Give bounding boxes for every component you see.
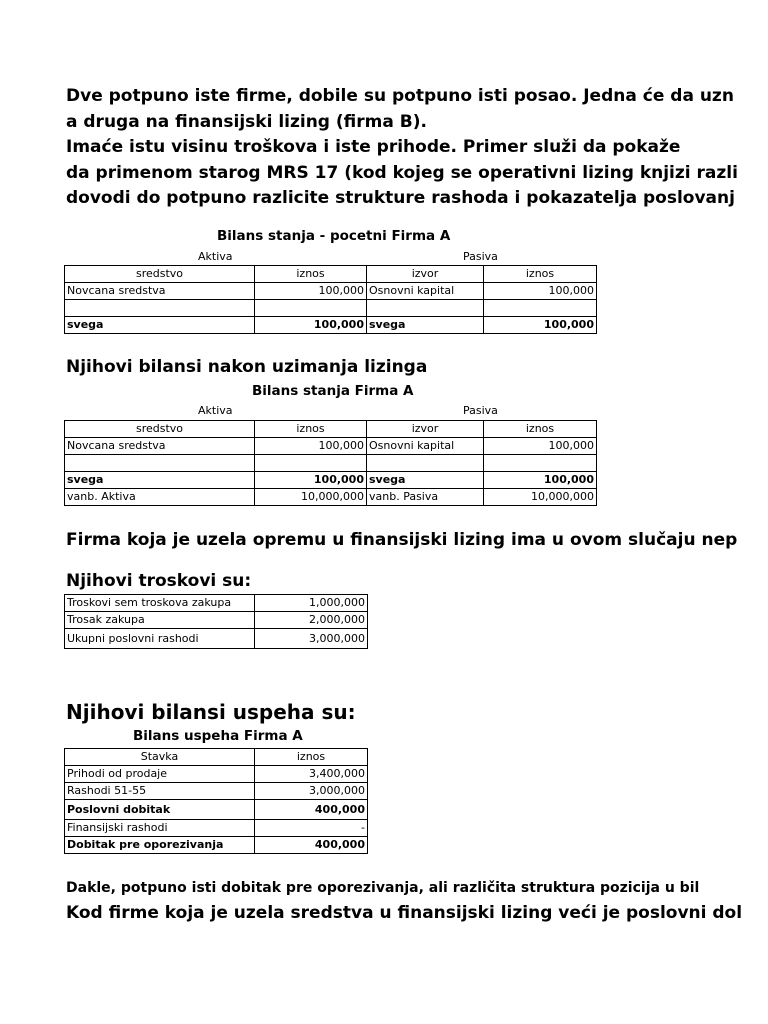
- table-cell: 100,000: [255, 317, 367, 334]
- column-header: iznos: [255, 266, 367, 283]
- table-cell: -: [255, 820, 368, 837]
- table-cell: Prihodi od prodaje: [65, 766, 255, 783]
- column-header: sredstvo: [65, 266, 255, 283]
- balance2-table: [64, 420, 597, 506]
- table-row: [65, 455, 597, 472]
- section-heading-leasing: Njihovi bilansi nakon uzimanja lizinga: [66, 357, 428, 377]
- table-header-row: [65, 749, 368, 766]
- table-cell: [367, 455, 484, 472]
- intro-line: dovodi do potpuno razlicite strukture rashoda i pokazatelja poslovanj: [66, 188, 735, 208]
- table-cell: 400,000: [255, 837, 368, 854]
- income-table: [64, 748, 368, 854]
- column-header: izvor: [367, 421, 484, 438]
- balance1-title: Bilans stanja - pocetni Firma A: [217, 228, 451, 244]
- table-cell: Dobitak pre oporezivanja: [65, 837, 255, 854]
- balance2-aktiva-label: Aktiva: [198, 404, 233, 417]
- column-header: sredstvo: [65, 421, 255, 438]
- table-cell: vanb. Aktiva: [65, 489, 255, 506]
- intro-paragraph: [66, 84, 738, 212]
- table-cell: 1,000,000: [255, 595, 368, 612]
- column-header: iznos: [484, 266, 597, 283]
- balance1-aktiva-label: Aktiva: [198, 250, 233, 263]
- table-cell: 3,000,000: [255, 629, 368, 649]
- table-cell: Novcana sredstva: [65, 438, 255, 455]
- table-cell: vanb. Pasiva: [367, 489, 484, 506]
- table-cell: 100,000: [484, 472, 597, 489]
- table-cell: 3,400,000: [255, 766, 368, 783]
- table-row: [65, 283, 597, 300]
- table-cell: [65, 300, 255, 317]
- table-cell: Ukupni poslovni rashodi: [65, 629, 255, 649]
- table-row: [65, 629, 368, 649]
- table-row-offbalance: [65, 489, 597, 506]
- table-cell: svega: [367, 317, 484, 334]
- leasing-statement: Firma koja je uzela opremu u finansijski lizing ima u ovom slučaju nep: [66, 530, 738, 550]
- table-cell: 10,000,000: [484, 489, 597, 506]
- table-row: [65, 438, 597, 455]
- table-cell: svega: [65, 472, 255, 489]
- table-cell: 3,000,000: [255, 783, 368, 800]
- balance2-pasiva-label: Pasiva: [463, 404, 498, 417]
- section-heading-income: Njihovi bilansi uspeha su:: [66, 700, 356, 724]
- intro-line: Imaće istu visinu troškova i iste prihode. Primer služi da pokaže: [66, 137, 681, 157]
- table-row: [65, 595, 368, 612]
- table-cell: Osnovni kapital: [367, 283, 484, 300]
- costs-table: [64, 594, 368, 649]
- table-cell: 400,000: [255, 800, 368, 820]
- table-cell: 100,000: [255, 438, 367, 455]
- table-cell: 100,000: [484, 438, 597, 455]
- table-cell: [484, 300, 597, 317]
- column-header: izvor: [367, 266, 484, 283]
- table-cell: [484, 455, 597, 472]
- table-row: [65, 612, 368, 629]
- table-cell: Troskovi sem troskova zakupa: [65, 595, 255, 612]
- table-cell: Rashodi 51-55: [65, 783, 255, 800]
- table-cell: [367, 300, 484, 317]
- table-cell: 10,000,000: [255, 489, 367, 506]
- income-title: Bilans uspeha Firma A: [133, 728, 303, 744]
- section-heading-costs: Njihovi troskovi su:: [66, 571, 252, 591]
- table-row-pretax-profit: [65, 837, 368, 854]
- table-cell: Finansijski rashodi: [65, 820, 255, 837]
- balance1-pasiva-label: Pasiva: [463, 250, 498, 263]
- table-row: [65, 766, 368, 783]
- balance1-table: [64, 265, 597, 334]
- column-header: iznos: [255, 421, 367, 438]
- intro-line: da primenom starog MRS 17 (kod kojeg se operativni lizing knjizi razli: [66, 162, 738, 183]
- table-row-operating-profit: [65, 800, 368, 820]
- column-header: iznos: [255, 749, 368, 766]
- table-cell: 2,000,000: [255, 612, 368, 629]
- table-cell: Poslovni dobitak: [65, 800, 255, 820]
- conclusion-note: Dakle, potpuno isti dobitak pre oporezivanja, ali različita struktura pozicija u bil: [66, 880, 700, 896]
- table-cell: 100,000: [484, 283, 597, 300]
- table-cell: svega: [367, 472, 484, 489]
- table-row: [65, 783, 368, 800]
- table-row: [65, 300, 597, 317]
- intro-line: a druga na finansijski lizing (firma B).: [66, 111, 427, 132]
- table-cell: Novcana sredstva: [65, 283, 255, 300]
- table-cell: 100,000: [255, 472, 367, 489]
- table-row: [65, 820, 368, 837]
- table-cell: Osnovni kapital: [367, 438, 484, 455]
- column-header: iznos: [484, 421, 597, 438]
- table-cell: 100,000: [255, 283, 367, 300]
- table-cell: [255, 300, 367, 317]
- column-header: Stavka: [65, 749, 255, 766]
- table-cell: Trosak zakupa: [65, 612, 255, 629]
- table-header-row: [65, 421, 597, 438]
- intro-line: Dve potpuno iste firme, dobile su potpuno isti posao. Jedna će da uzn: [66, 86, 734, 106]
- balance2-title: Bilans stanja Firma A: [252, 383, 414, 399]
- table-cell: 100,000: [484, 317, 597, 334]
- table-cell: [255, 455, 367, 472]
- table-cell: [65, 455, 255, 472]
- table-cell: svega: [65, 317, 255, 334]
- table-row-total: [65, 317, 597, 334]
- table-row-total: [65, 472, 597, 489]
- conclusion-note-operating-profit: Kod firme koja je uzela sredstva u finansijski lizing veći je poslovni dol: [66, 903, 743, 923]
- table-header-row: [65, 266, 597, 283]
